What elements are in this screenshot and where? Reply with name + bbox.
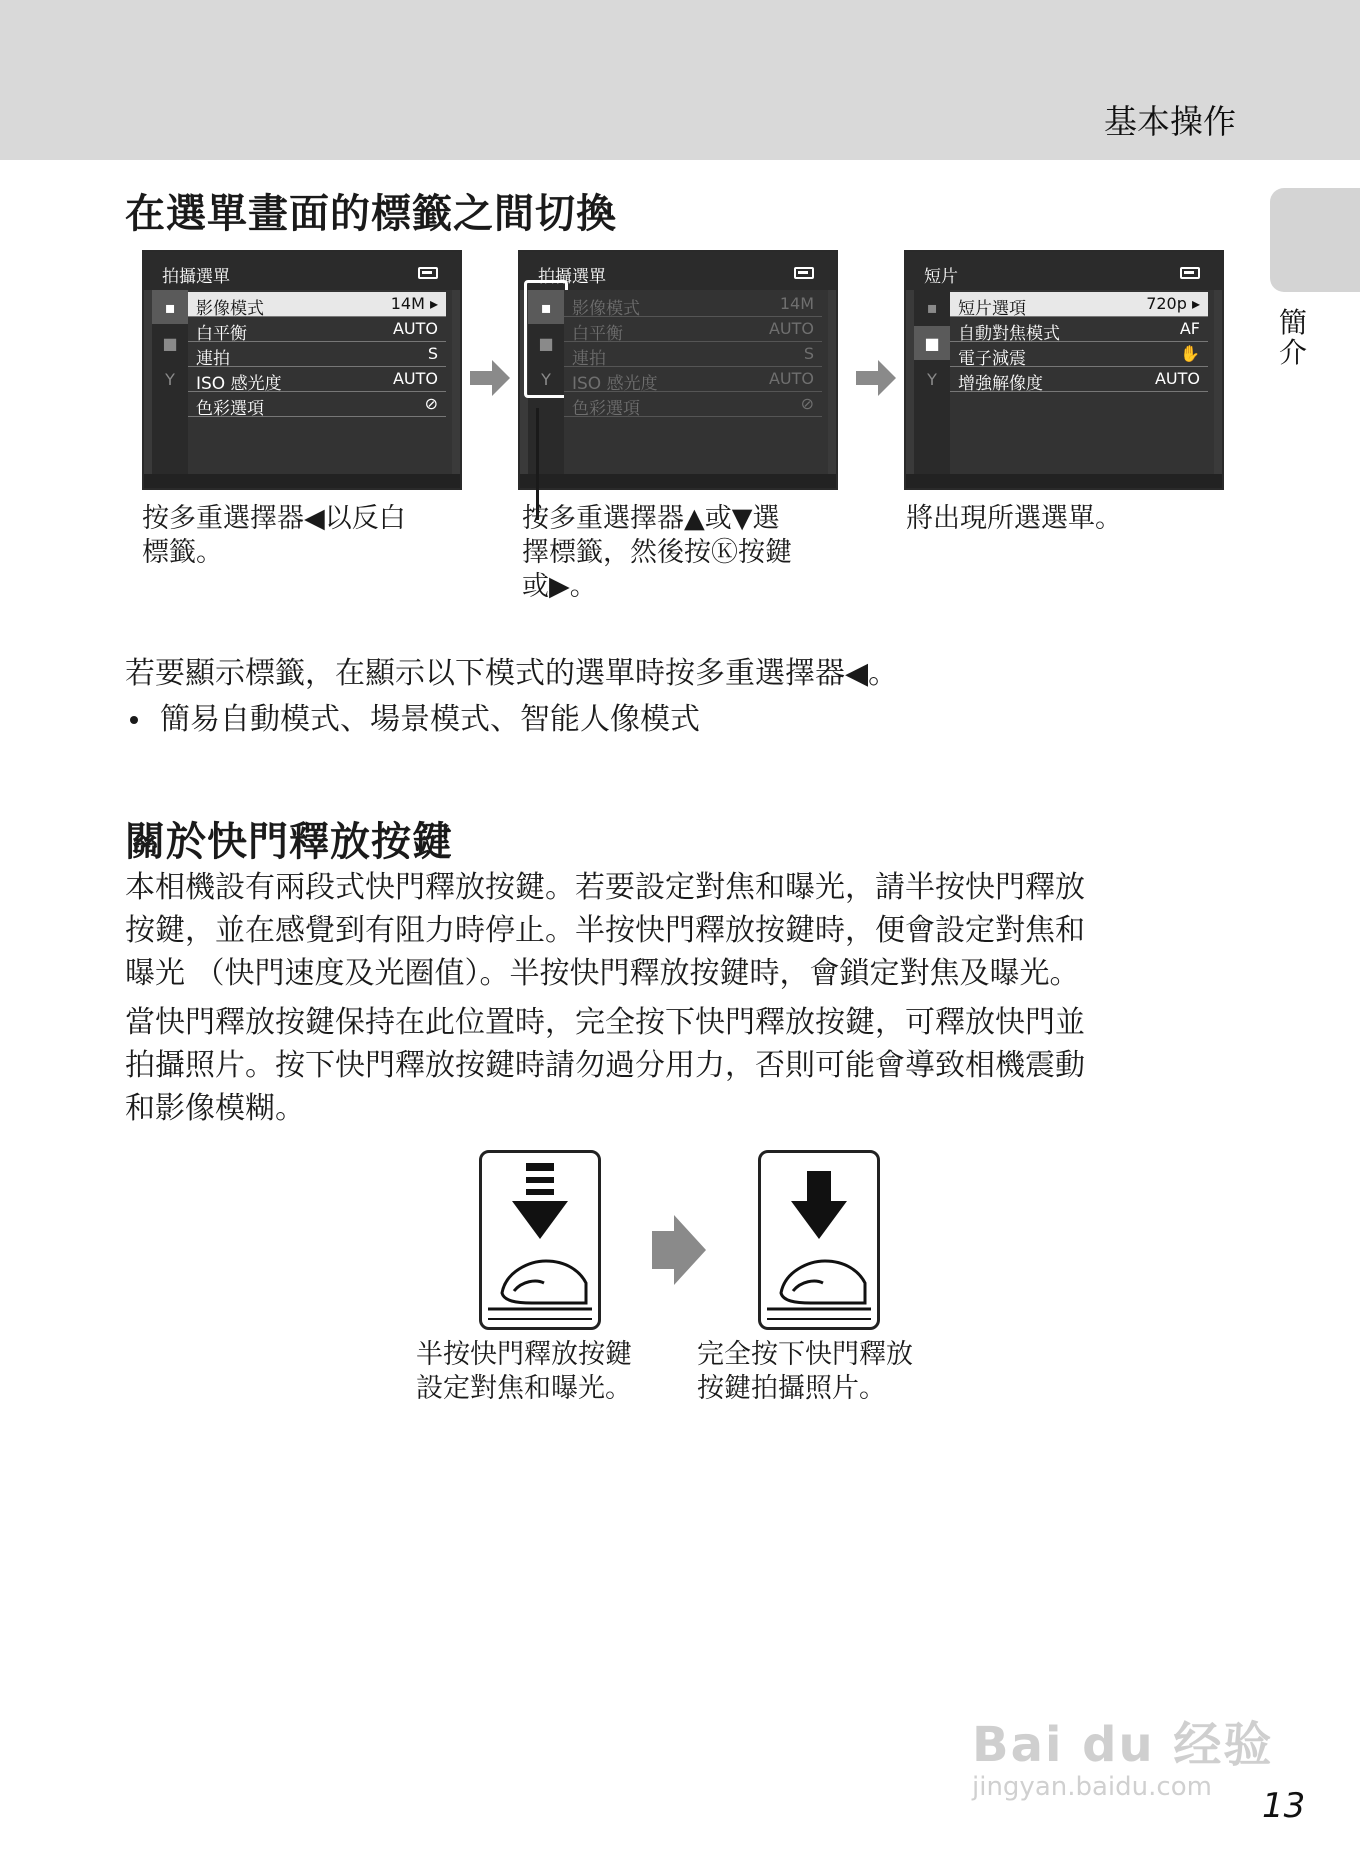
screen-title: 拍攝選單 [162,267,230,287]
screen-bottom-bar [520,474,836,488]
menu-item-white-balance[interactable] [564,317,822,342]
paragraph-line: 按鍵，並在感覺到有阻力時停止。半按快門釋放按鍵時，便會設定對焦和 [125,913,1085,948]
menu-item-label: 電子減震 [958,349,1026,369]
caption-line: 按鍵拍攝照片。 [697,1373,886,1404]
menu-item-image-mode[interactable] [564,292,822,317]
caption-line: 將出現所選選單。 [906,503,1122,534]
watermark-url: jingyan.baidu.com [972,1772,1212,1802]
tab-highlight-frame [524,280,568,398]
menu-screen-3 [904,250,1224,490]
menu-item-iso[interactable] [564,367,822,392]
menu-item-continuous[interactable] [564,342,822,367]
menu-item-label: 連拍 [572,349,606,369]
menu-item-label: 白平衡 [572,324,623,344]
caption-step-2 [522,502,792,604]
menu-item-value: AUTO [392,369,438,388]
menu-item-label: 白平衡 [196,324,247,344]
caption-line: 按多重選擇器▲或▼選 [522,503,780,534]
screen-title: 短片 [924,267,958,287]
menu-item-continuous[interactable] [188,342,446,367]
menu-item-value: AF [1179,319,1200,338]
full-press-illustration [758,1150,880,1330]
tab-column [152,290,188,488]
menu-item-value: 720p ▸ [1146,294,1200,313]
menu-item-label: ISO 感光度 [196,374,282,394]
menu-item-value: AUTO [392,319,438,338]
screen-bottom-bar [906,474,1222,488]
menu-item-label: 短片選項 [958,299,1026,319]
chapter-tab [1270,188,1360,292]
menu-item-iso[interactable] [188,367,446,392]
paragraph-line: 本相機設有兩段式快門釋放按鍵。若要設定對焦和曝光，請半按快門釋放 [125,870,1085,905]
caption-line: 擇標籤，然後按Ⓚ按鍵 [522,537,792,568]
caption-line: 設定對焦和曝光。 [416,1373,632,1404]
caption-line: 按多重選擇器◀以反白 [142,503,406,534]
movie-tab-icon[interactable]: ■ [914,326,950,360]
menu-item-value: ✋ [1180,344,1200,363]
menu-item-enhanced-resolution[interactable] [950,367,1208,392]
menu-item-color-options[interactable] [188,392,446,417]
caption-line: 半按快門釋放按鍵 [416,1339,632,1370]
menu-item-value: S [803,344,814,363]
battery-icon [794,267,814,279]
menu-item-value: S [427,344,438,363]
arrow-right-icon [856,360,896,396]
setup-tab-icon[interactable]: Y [165,369,175,389]
camera-tab-icon[interactable]: ▪ [926,297,938,317]
menu-list [188,290,452,484]
paragraph-line: 當快門釋放按鍵保持在此位置時，完全按下快門釋放按鍵，可釋放快門並 [125,1005,1085,1040]
watermark-logo: Bai du 经验 [972,1717,1274,1773]
chapter-tab-label: 簡介 [1278,306,1307,369]
half-press-illustration [479,1150,601,1330]
menu-item-value: ⊘ [424,394,438,413]
camera-tab-icon[interactable]: ▪ [152,290,188,324]
menu-item-label: 增強解像度 [958,374,1043,394]
caption-line: 標籤。 [142,537,223,568]
section-title: 基本操作 [1104,102,1236,141]
menu-item-color-options[interactable] [564,392,822,417]
tab-column [914,290,950,488]
menu-list [950,290,1214,484]
caption-line: 或▶。 [522,571,597,602]
paragraph-show-tabs: 若要顯示標籤，在顯示以下模式的選單時按多重選擇器◀。 [125,656,899,691]
menu-item-value: 14M [779,294,814,313]
paragraph-line: 拍攝照片。按下快門釋放按鍵時請勿過分用力，否則可能會導致相機震動 [125,1048,1085,1083]
menu-item-label: 影像模式 [196,299,264,319]
menu-item-label: ISO 感光度 [572,374,658,394]
shutter-paragraph [125,866,1085,1130]
arrow-right-icon [652,1215,706,1285]
caption-full-press [697,1338,913,1406]
menu-screen-1 [142,250,462,490]
menu-item-label: 自動對焦模式 [958,324,1060,344]
menu-item-value: AUTO [768,319,814,338]
arrow-right-icon [470,360,510,396]
heading-shutter: 關於快門釋放按鍵 [125,819,453,865]
bullet-item: 簡易自動模式、場景模式、智能人像模式 [160,702,700,737]
menu-item-label: 連拍 [196,349,230,369]
setup-tab-icon[interactable]: Y [927,369,937,389]
battery-icon [1180,267,1200,279]
paragraph-line: 曝光 （快門速度及光圈值）。半按快門釋放按鍵時，會鎖定對焦及曝光。 [125,956,1080,991]
menu-list [564,290,828,484]
menu-item-electronic-vr[interactable] [950,342,1208,367]
page-number: 13 [1262,1786,1306,1826]
heading-switch-tabs: 在選單畫面的標籤之間切換 [125,191,617,237]
caption-line: 完全按下快門釋放 [697,1339,913,1370]
caption-step-3 [906,502,1122,536]
menu-item-value: AUTO [768,369,814,388]
half-press-icon [482,1153,598,1327]
camera-tab-icon[interactable]: ▪ [528,290,564,324]
bullet-icon [130,716,138,724]
caption-half-press [416,1338,632,1406]
caption-step-1 [142,502,406,570]
menu-item-label: 色彩選項 [572,399,640,419]
menu-item-label: 影像模式 [572,299,640,319]
menu-item-af-mode[interactable] [950,317,1208,342]
battery-icon [418,267,438,279]
setup-tab-icon[interactable]: Y [541,369,551,389]
menu-item-value: 14M ▸ [390,294,438,313]
menu-item-value: AUTO [1154,369,1200,388]
full-press-icon [761,1153,877,1327]
menu-item-value: ⊘ [800,394,814,413]
menu-screen-2 [518,250,838,490]
paragraph-line: 和影像模糊。 [125,1091,305,1126]
screen-bottom-bar [144,474,460,488]
menu-item-image-mode[interactable] [188,292,446,317]
movie-tab-icon[interactable]: ■ [538,333,554,353]
menu-item-label: 色彩選項 [196,399,264,419]
movie-tab-icon[interactable]: ■ [162,333,178,353]
menu-item-white-balance[interactable] [188,317,446,342]
screen-title: 拍攝選單 [538,267,606,287]
menu-item-movie-options[interactable] [950,292,1208,317]
